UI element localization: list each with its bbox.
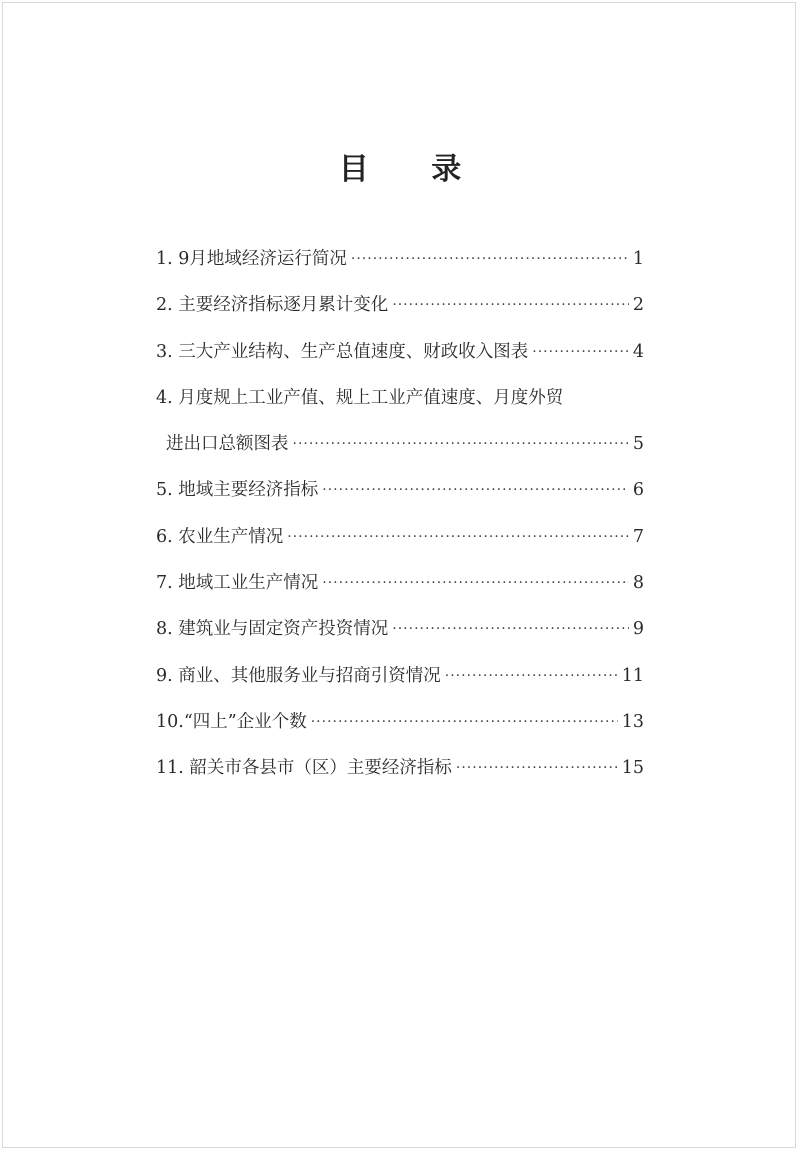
toc-page-number: 11 — [621, 665, 644, 686]
toc-entry-4-continuation[interactable] — [156, 421, 644, 467]
toc-entry-11[interactable] — [156, 745, 644, 791]
page-title: 目 录 — [338, 152, 488, 187]
table-of-contents — [156, 236, 644, 792]
toc-page-number: 4 — [632, 341, 644, 362]
dot-leader — [322, 467, 629, 513]
toc-entry-text: 6. 农业生产情况 — [156, 526, 284, 547]
toc-page-number: 2 — [632, 295, 644, 316]
toc-page-number: 5 — [632, 434, 644, 455]
toc-entry-text: 4. 月度规上工业产值、规上工业产值速度、月度外贸 — [156, 387, 564, 408]
toc-entry-text: 11. 韶关市各县市（区）主要经济指标 — [156, 758, 452, 779]
toc-entry-text: 进出口总额图表 — [166, 434, 289, 455]
toc-entry-2[interactable] — [156, 282, 644, 328]
dot-leader — [287, 514, 629, 560]
dot-leader — [392, 606, 629, 652]
toc-entry-9[interactable] — [156, 653, 644, 699]
dot-leader — [392, 282, 629, 328]
toc-entry-6[interactable] — [156, 514, 644, 560]
toc-entry-1[interactable] — [156, 236, 644, 282]
dot-leader — [322, 560, 629, 606]
toc-entry-text: 10.“四上”企业个数 — [156, 711, 307, 732]
toc-page-number: 9 — [632, 619, 644, 640]
toc-entry-text: 9. 商业、其他服务业与招商引资情况 — [156, 665, 441, 686]
dot-leader — [351, 236, 629, 282]
dot-leader — [311, 699, 618, 745]
dot-leader — [532, 329, 629, 375]
toc-entry-10[interactable] — [156, 699, 644, 745]
toc-page-number: 1 — [632, 249, 644, 269]
toc-page-number: 13 — [621, 711, 644, 732]
toc-entry-8[interactable] — [156, 606, 644, 652]
toc-page-number: 7 — [632, 526, 644, 547]
toc-entry-text: 8. 建筑业与固定资产投资情况 — [156, 619, 389, 640]
dot-leader — [445, 653, 618, 699]
toc-page-number: 6 — [632, 480, 644, 501]
dot-leader — [456, 745, 618, 791]
toc-entry-text: 5. 地域主要经济指标 — [156, 480, 319, 501]
toc-page-number: 8 — [632, 573, 644, 594]
toc-entry-4[interactable] — [156, 375, 644, 421]
toc-entry-text: 1. 9月地域经济运行简况 — [156, 249, 347, 269]
toc-entry-7[interactable] — [156, 560, 644, 606]
dot-leader — [293, 421, 629, 467]
toc-entry-3[interactable] — [156, 329, 644, 375]
toc-entry-5[interactable] — [156, 467, 644, 513]
toc-page-number: 15 — [621, 758, 644, 779]
toc-entry-text: 3. 三大产业结构、生产总值速度、财政收入图表 — [156, 341, 529, 362]
toc-entry-text: 7. 地域工业生产情况 — [156, 573, 319, 594]
toc-entry-text: 2. 主要经济指标逐月累计变化 — [156, 295, 389, 316]
